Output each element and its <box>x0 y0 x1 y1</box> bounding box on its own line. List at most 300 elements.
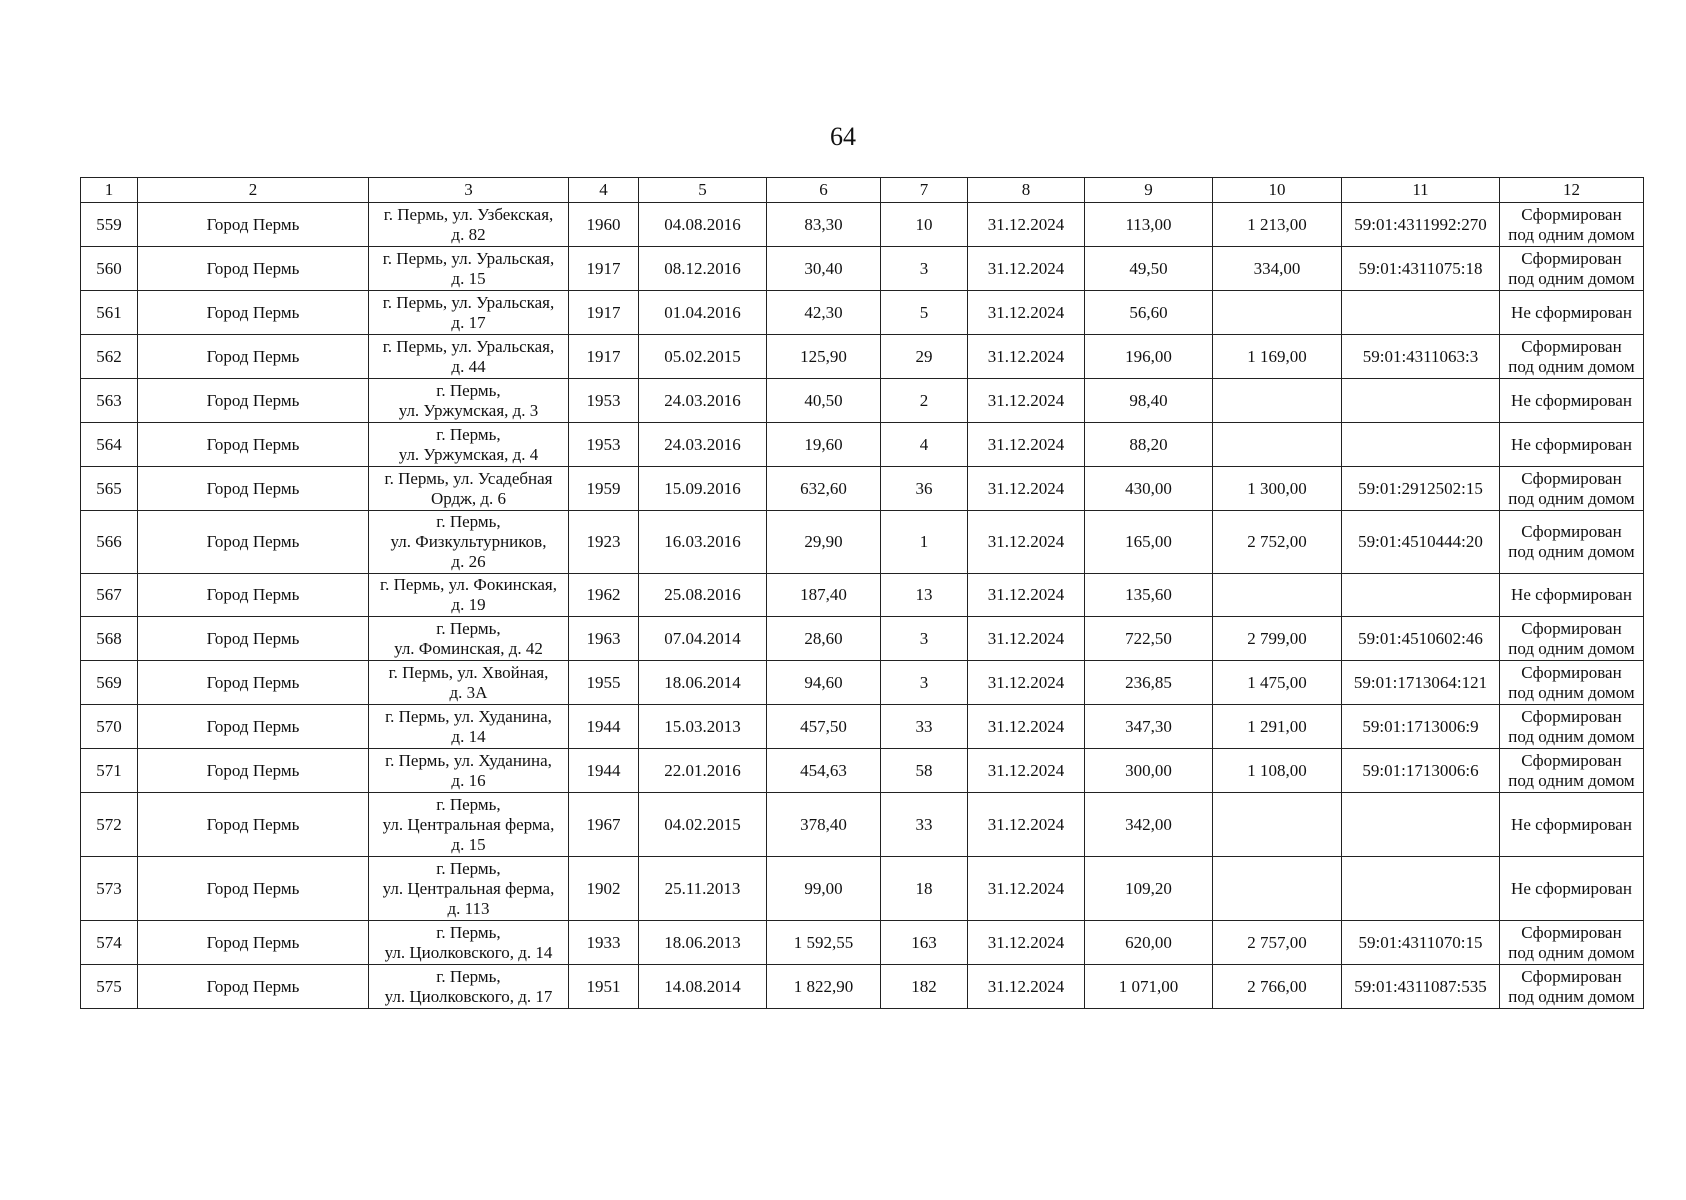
cell-line: под одним домом <box>1508 542 1635 561</box>
status-cell <box>1500 291 1644 335</box>
row-number-cell: 574 <box>81 921 138 965</box>
area-cell: 42,30 <box>767 291 881 335</box>
column-header-2: 2 <box>138 178 369 203</box>
date-cell: 05.02.2015 <box>639 335 767 379</box>
cadastral-number-cell <box>1342 793 1500 857</box>
address-cell <box>369 574 569 617</box>
date-cell: 16.03.2016 <box>639 511 767 574</box>
address-cell <box>369 921 569 965</box>
deadline-cell: 31.12.2024 <box>968 921 1085 965</box>
cell-line: Не сформирован <box>1511 814 1632 834</box>
cell-line: под одним домом <box>1508 356 1635 376</box>
land-area-cell <box>1213 291 1342 335</box>
address-cell <box>369 965 569 1009</box>
area-2-cell: 620,00 <box>1085 921 1213 965</box>
area-2-cell: 165,00 <box>1085 511 1213 574</box>
date-cell: 18.06.2014 <box>639 661 767 705</box>
cadastral-number-cell: 59:01:4311063:3 <box>1342 335 1500 379</box>
land-area-cell: 1 108,00 <box>1213 749 1342 793</box>
column-header-3: 3 <box>369 178 569 203</box>
residents-cell: 33 <box>881 705 968 749</box>
residents-cell: 58 <box>881 749 968 793</box>
deadline-cell: 31.12.2024 <box>968 511 1085 574</box>
row-number-cell: 569 <box>81 661 138 705</box>
area-2-cell: 98,40 <box>1085 379 1213 423</box>
table-row <box>81 661 1644 705</box>
cell-line: Сформирован <box>1521 522 1622 541</box>
land-area-cell: 1 169,00 <box>1213 335 1342 379</box>
land-area-cell: 2 799,00 <box>1213 617 1342 661</box>
status-cell <box>1500 749 1644 793</box>
cell-line: Сформирован <box>1521 750 1622 770</box>
cadastral-number-cell <box>1342 379 1500 423</box>
cell-line: д. 19 <box>451 595 486 614</box>
date-cell: 15.03.2013 <box>639 705 767 749</box>
residents-cell: 182 <box>881 965 968 1009</box>
cell-line: д. 15 <box>451 834 486 854</box>
date-cell: 18.06.2013 <box>639 921 767 965</box>
cell-line: д. 113 <box>447 898 490 918</box>
owner-cell: Город Пермь <box>138 921 369 965</box>
row-number-cell: 571 <box>81 749 138 793</box>
cell-line: г. Пермь, <box>436 512 501 531</box>
year-cell: 1917 <box>569 335 639 379</box>
date-cell: 01.04.2016 <box>639 291 767 335</box>
table-row <box>81 857 1644 921</box>
area-2-cell: 300,00 <box>1085 749 1213 793</box>
status-cell <box>1500 857 1644 921</box>
cell-line: ул. Физкультурников, <box>390 532 547 551</box>
deadline-cell: 31.12.2024 <box>968 203 1085 247</box>
status-cell <box>1500 793 1644 857</box>
cell-line: ул. Уржумская, д. 3 <box>398 400 539 420</box>
cell-line: д. 26 <box>451 552 486 571</box>
owner-cell: Город Пермь <box>138 511 369 574</box>
cell-line: г. Пермь, ул. Уральская, <box>382 336 555 356</box>
deadline-cell: 31.12.2024 <box>968 793 1085 857</box>
table-row <box>81 379 1644 423</box>
date-cell: 08.12.2016 <box>639 247 767 291</box>
land-area-cell <box>1213 574 1342 617</box>
cell-line: г. Пермь, ул. Худанина, <box>385 706 552 726</box>
owner-cell: Город Пермь <box>138 965 369 1009</box>
address-cell <box>369 335 569 379</box>
status-cell <box>1500 203 1644 247</box>
status-cell <box>1500 965 1644 1009</box>
area-cell: 94,60 <box>767 661 881 705</box>
address-cell <box>369 423 569 467</box>
status-cell <box>1500 574 1644 617</box>
cadastral-number-cell: 59:01:4311992:270 <box>1342 203 1500 247</box>
date-cell: 22.01.2016 <box>639 749 767 793</box>
address-cell <box>369 661 569 705</box>
row-number-cell: 564 <box>81 423 138 467</box>
cell-line: Не сформирован <box>1511 878 1632 898</box>
residents-cell: 2 <box>881 379 968 423</box>
cadastral-number-cell: 59:01:1713006:6 <box>1342 749 1500 793</box>
cell-line: д. 3А <box>449 682 488 702</box>
cell-line: под одним домом <box>1508 942 1635 962</box>
year-cell: 1951 <box>569 965 639 1009</box>
deadline-cell: 31.12.2024 <box>968 574 1085 617</box>
cell-line: Сформирован <box>1521 618 1622 638</box>
row-number-cell: 566 <box>81 511 138 574</box>
address-cell <box>369 291 569 335</box>
status-cell <box>1500 661 1644 705</box>
land-area-cell: 1 291,00 <box>1213 705 1342 749</box>
cadastral-number-cell: 59:01:1713006:9 <box>1342 705 1500 749</box>
table-row <box>81 574 1644 617</box>
date-cell: 25.08.2016 <box>639 574 767 617</box>
date-cell: 07.04.2014 <box>639 617 767 661</box>
row-number-cell: 568 <box>81 617 138 661</box>
owner-cell: Город Пермь <box>138 423 369 467</box>
row-number-cell: 562 <box>81 335 138 379</box>
area-2-cell: 347,30 <box>1085 705 1213 749</box>
housing-registry-table <box>80 177 1644 1009</box>
table-row <box>81 793 1644 857</box>
cell-line: г. Пермь, ул. Хвойная, <box>388 662 549 682</box>
cell-line: под одним домом <box>1508 268 1635 288</box>
cell-line: Сформирован <box>1521 248 1622 268</box>
status-cell <box>1500 335 1644 379</box>
year-cell: 1917 <box>569 291 639 335</box>
row-number-cell: 561 <box>81 291 138 335</box>
cell-line: Сформирован <box>1521 204 1622 224</box>
cell-line: г. Пермь, <box>436 794 501 814</box>
row-number-cell: 573 <box>81 857 138 921</box>
status-cell <box>1500 617 1644 661</box>
page-number: 64 <box>830 122 856 151</box>
row-number-cell: 572 <box>81 793 138 857</box>
area-cell: 28,60 <box>767 617 881 661</box>
owner-cell: Город Пермь <box>138 661 369 705</box>
year-cell: 1953 <box>569 379 639 423</box>
column-header-5: 5 <box>639 178 767 203</box>
cell-line: г. Пермь, ул. Уральская, <box>382 292 555 312</box>
owner-cell: Город Пермь <box>138 574 369 617</box>
row-number-cell: 563 <box>81 379 138 423</box>
row-number-cell: 559 <box>81 203 138 247</box>
land-area-cell: 2 766,00 <box>1213 965 1342 1009</box>
cell-line: под одним домом <box>1508 726 1635 746</box>
cell-line: г. Пермь, <box>436 922 501 942</box>
table-row <box>81 335 1644 379</box>
cadastral-number-cell: 59:01:4311087:535 <box>1342 965 1500 1009</box>
cell-line: ул. Циолковского, д. 17 <box>384 986 553 1006</box>
status-cell <box>1500 705 1644 749</box>
address-cell <box>369 203 569 247</box>
column-header-12: 12 <box>1500 178 1644 203</box>
column-header-1: 1 <box>81 178 138 203</box>
cell-line: под одним домом <box>1508 682 1635 702</box>
table-row <box>81 749 1644 793</box>
table-row <box>81 617 1644 661</box>
cell-line: д. 16 <box>451 770 486 790</box>
land-area-cell <box>1213 857 1342 921</box>
cell-line: под одним домом <box>1508 638 1635 658</box>
date-cell: 04.02.2015 <box>639 793 767 857</box>
area-2-cell: 135,60 <box>1085 574 1213 617</box>
deadline-cell: 31.12.2024 <box>968 749 1085 793</box>
residents-cell: 29 <box>881 335 968 379</box>
status-cell <box>1500 379 1644 423</box>
owner-cell: Город Пермь <box>138 467 369 511</box>
owner-cell: Город Пермь <box>138 749 369 793</box>
area-cell: 29,90 <box>767 511 881 574</box>
status-cell <box>1500 247 1644 291</box>
residents-cell: 3 <box>881 617 968 661</box>
residents-cell: 33 <box>881 793 968 857</box>
cell-line: Не сформирован <box>1511 585 1632 604</box>
year-cell: 1902 <box>569 857 639 921</box>
cell-line: г. Пермь, <box>436 966 501 986</box>
deadline-cell: 31.12.2024 <box>968 379 1085 423</box>
deadline-cell: 31.12.2024 <box>968 705 1085 749</box>
table-body <box>81 203 1644 1009</box>
row-number-cell: 570 <box>81 705 138 749</box>
area-2-cell: 430,00 <box>1085 467 1213 511</box>
area-cell: 378,40 <box>767 793 881 857</box>
cell-line: ул. Центральная ферма, <box>382 814 555 834</box>
column-header-6: 6 <box>767 178 881 203</box>
owner-cell: Город Пермь <box>138 247 369 291</box>
address-cell <box>369 749 569 793</box>
year-cell: 1944 <box>569 705 639 749</box>
table-row <box>81 423 1644 467</box>
cadastral-number-cell <box>1342 291 1500 335</box>
year-cell: 1955 <box>569 661 639 705</box>
column-header-9: 9 <box>1085 178 1213 203</box>
cell-line: Сформирован <box>1521 922 1622 942</box>
cell-line: Сформирован <box>1521 662 1622 682</box>
date-cell: 04.08.2016 <box>639 203 767 247</box>
owner-cell: Город Пермь <box>138 705 369 749</box>
cell-line: Сформирован <box>1521 468 1622 488</box>
table-row <box>81 203 1644 247</box>
land-area-cell: 2 757,00 <box>1213 921 1342 965</box>
deadline-cell: 31.12.2024 <box>968 423 1085 467</box>
cell-line: Сформирован <box>1521 706 1622 726</box>
year-cell: 1963 <box>569 617 639 661</box>
deadline-cell: 31.12.2024 <box>968 291 1085 335</box>
address-cell <box>369 857 569 921</box>
table-row <box>81 291 1644 335</box>
area-cell: 187,40 <box>767 574 881 617</box>
cell-line: под одним домом <box>1508 986 1635 1006</box>
owner-cell: Город Пермь <box>138 203 369 247</box>
row-number-cell: 565 <box>81 467 138 511</box>
date-cell: 14.08.2014 <box>639 965 767 1009</box>
area-cell: 30,40 <box>767 247 881 291</box>
status-cell <box>1500 467 1644 511</box>
deadline-cell: 31.12.2024 <box>968 857 1085 921</box>
deadline-cell: 31.12.2024 <box>968 661 1085 705</box>
column-header-11: 11 <box>1342 178 1500 203</box>
year-cell: 1923 <box>569 511 639 574</box>
status-cell <box>1500 511 1644 574</box>
column-header-4: 4 <box>569 178 639 203</box>
cell-line: г. Пермь, <box>436 380 501 400</box>
column-header-10: 10 <box>1213 178 1342 203</box>
owner-cell: Город Пермь <box>138 379 369 423</box>
cadastral-number-cell <box>1342 423 1500 467</box>
cell-line: ул. Циолковского, д. 14 <box>384 942 553 962</box>
cell-line: д. 82 <box>451 224 486 244</box>
area-2-cell: 49,50 <box>1085 247 1213 291</box>
residents-cell: 18 <box>881 857 968 921</box>
residents-cell: 1 <box>881 511 968 574</box>
land-area-cell: 1 300,00 <box>1213 467 1342 511</box>
table-row <box>81 705 1644 749</box>
land-area-cell <box>1213 423 1342 467</box>
cadastral-number-cell: 59:01:4510444:20 <box>1342 511 1500 574</box>
area-cell: 83,30 <box>767 203 881 247</box>
year-cell: 1967 <box>569 793 639 857</box>
cadastral-number-cell: 59:01:2912502:15 <box>1342 467 1500 511</box>
cell-line: ул. Уржумская, д. 4 <box>398 444 539 464</box>
column-header-7: 7 <box>881 178 968 203</box>
deadline-cell: 31.12.2024 <box>968 617 1085 661</box>
area-cell: 125,90 <box>767 335 881 379</box>
area-2-cell: 722,50 <box>1085 617 1213 661</box>
cell-line: под одним домом <box>1508 224 1635 244</box>
year-cell: 1917 <box>569 247 639 291</box>
residents-cell: 163 <box>881 921 968 965</box>
deadline-cell: 31.12.2024 <box>968 335 1085 379</box>
land-area-cell: 2 752,00 <box>1213 511 1342 574</box>
cell-line: д. 17 <box>451 312 486 332</box>
owner-cell: Город Пермь <box>138 617 369 661</box>
cell-line: г. Пермь, <box>436 424 501 444</box>
area-cell: 632,60 <box>767 467 881 511</box>
year-cell: 1953 <box>569 423 639 467</box>
column-header-8: 8 <box>968 178 1085 203</box>
land-area-cell <box>1213 793 1342 857</box>
deadline-cell: 31.12.2024 <box>968 965 1085 1009</box>
table-row <box>81 467 1644 511</box>
cell-line: д. 44 <box>451 356 486 376</box>
area-2-cell: 236,85 <box>1085 661 1213 705</box>
area-cell: 457,50 <box>767 705 881 749</box>
date-cell: 24.03.2016 <box>639 423 767 467</box>
area-cell: 19,60 <box>767 423 881 467</box>
year-cell: 1960 <box>569 203 639 247</box>
cell-line: ул. Фоминская, д. 42 <box>394 638 543 658</box>
owner-cell: Город Пермь <box>138 335 369 379</box>
land-area-cell: 334,00 <box>1213 247 1342 291</box>
residents-cell: 3 <box>881 661 968 705</box>
cell-line: Ордж, д. 6 <box>430 488 507 508</box>
cadastral-number-cell: 59:01:4510602:46 <box>1342 617 1500 661</box>
cell-line: Не сформирован <box>1511 434 1632 454</box>
cadastral-number-cell <box>1342 574 1500 617</box>
cell-line: под одним домом <box>1508 488 1635 508</box>
deadline-cell: 31.12.2024 <box>968 247 1085 291</box>
residents-cell: 36 <box>881 467 968 511</box>
cadastral-number-cell <box>1342 857 1500 921</box>
cell-line: д. 14 <box>451 726 486 746</box>
table-header-row <box>81 178 1644 203</box>
cadastral-number-cell: 59:01:1713064:121 <box>1342 661 1500 705</box>
status-cell <box>1500 423 1644 467</box>
year-cell: 1959 <box>569 467 639 511</box>
area-2-cell: 109,20 <box>1085 857 1213 921</box>
area-cell: 1 592,55 <box>767 921 881 965</box>
area-2-cell: 56,60 <box>1085 291 1213 335</box>
area-2-cell: 342,00 <box>1085 793 1213 857</box>
area-2-cell: 113,00 <box>1085 203 1213 247</box>
area-2-cell: 88,20 <box>1085 423 1213 467</box>
land-area-cell <box>1213 379 1342 423</box>
cell-line: под одним домом <box>1508 770 1635 790</box>
table-row <box>81 921 1644 965</box>
residents-cell: 10 <box>881 203 968 247</box>
area-cell: 1 822,90 <box>767 965 881 1009</box>
cell-line: г. Пермь, ул. Уральская, <box>382 248 555 268</box>
owner-cell: Город Пермь <box>138 793 369 857</box>
deadline-cell: 31.12.2024 <box>968 467 1085 511</box>
area-cell: 40,50 <box>767 379 881 423</box>
row-number-cell: 560 <box>81 247 138 291</box>
cell-line: г. Пермь, ул. Усадебная <box>384 468 553 488</box>
cell-line: г. Пермь, ул. Узбекская, <box>383 204 554 224</box>
cell-line: Сформирован <box>1521 966 1622 986</box>
cell-line: Не сформирован <box>1511 302 1632 322</box>
cadastral-number-cell: 59:01:4311070:15 <box>1342 921 1500 965</box>
cell-line: г. Пермь, <box>436 618 501 638</box>
cell-line: г. Пермь, <box>436 858 501 878</box>
land-area-cell: 1 213,00 <box>1213 203 1342 247</box>
year-cell: 1944 <box>569 749 639 793</box>
year-cell: 1933 <box>569 921 639 965</box>
residents-cell: 3 <box>881 247 968 291</box>
area-2-cell: 1 071,00 <box>1085 965 1213 1009</box>
land-area-cell: 1 475,00 <box>1213 661 1342 705</box>
date-cell: 15.09.2016 <box>639 467 767 511</box>
address-cell <box>369 247 569 291</box>
area-cell: 454,63 <box>767 749 881 793</box>
row-number-cell: 575 <box>81 965 138 1009</box>
date-cell: 24.03.2016 <box>639 379 767 423</box>
area-2-cell: 196,00 <box>1085 335 1213 379</box>
area-cell: 99,00 <box>767 857 881 921</box>
cell-line: Не сформирован <box>1511 390 1632 410</box>
owner-cell: Город Пермь <box>138 857 369 921</box>
cell-line: ул. Центральная ферма, <box>382 878 555 898</box>
cell-line: д. 15 <box>451 268 486 288</box>
address-cell <box>369 379 569 423</box>
cell-line: Сформирован <box>1521 336 1622 356</box>
owner-cell: Город Пермь <box>138 291 369 335</box>
residents-cell: 5 <box>881 291 968 335</box>
address-cell <box>369 617 569 661</box>
cell-line: г. Пермь, ул. Худанина, <box>385 750 552 770</box>
table-row <box>81 247 1644 291</box>
status-cell <box>1500 921 1644 965</box>
year-cell: 1962 <box>569 574 639 617</box>
residents-cell: 4 <box>881 423 968 467</box>
date-cell: 25.11.2013 <box>639 857 767 921</box>
address-cell <box>369 793 569 857</box>
row-number-cell: 567 <box>81 574 138 617</box>
cell-line: г. Пермь, ул. Фокинская, <box>380 575 557 594</box>
residents-cell: 13 <box>881 574 968 617</box>
address-cell <box>369 467 569 511</box>
cadastral-number-cell: 59:01:4311075:18 <box>1342 247 1500 291</box>
address-cell <box>369 511 569 574</box>
table-row <box>81 965 1644 1009</box>
